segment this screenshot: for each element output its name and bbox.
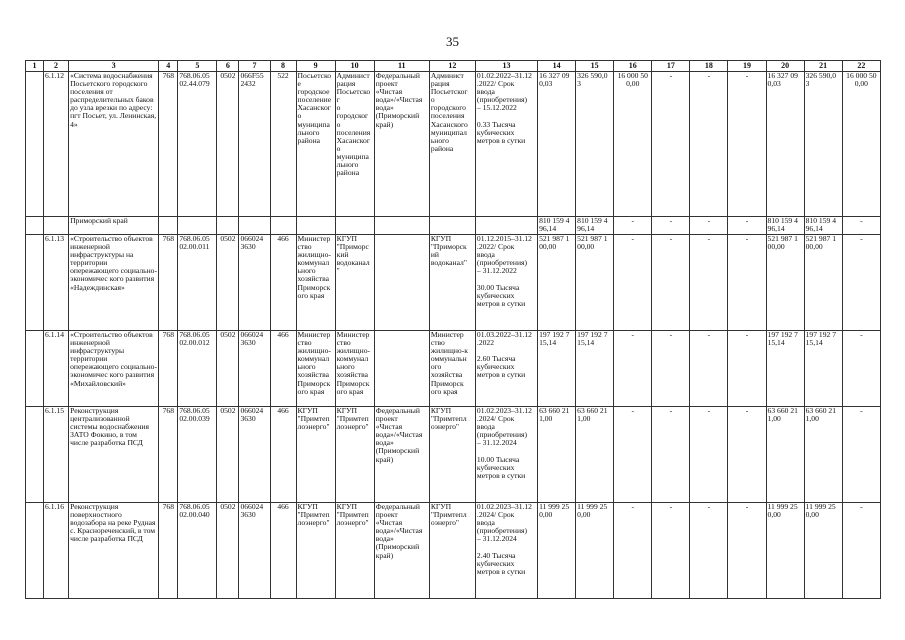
- cell-col-7: 066024 3630: [239, 407, 270, 503]
- cell-col-8: 466: [270, 235, 296, 331]
- cell-col-10: КГУП "Приморс кий водоканал ": [335, 235, 374, 331]
- cell-col-10: Админист рация Посьетског о городског о поселения Хасанског о муниципа льного района: [335, 72, 374, 217]
- cell-col-7: 066024 3630: [239, 235, 270, 331]
- cell-col-13: 01.02.2023–31.12 .2024/ Срок ввода (приобретения) – 31.12.2024 10.00 Тысяча кубических метров в сутки: [475, 407, 537, 503]
- budget-table: [25, 60, 881, 599]
- cell-col-8: 522: [270, 72, 296, 217]
- cell-col-18: -: [690, 407, 728, 503]
- column-header-13: 13: [475, 61, 537, 72]
- cell-col-5: 768.06.05 02.00.040: [178, 503, 217, 599]
- cell-col-12: КГУП "Приморск ий водоканал": [429, 235, 475, 331]
- cell-col-14: 16 327 09 0,03: [538, 72, 576, 217]
- cell-col-10: КГУП "Примтеп лоэнерго": [335, 503, 374, 599]
- cell-col-4: 768: [159, 407, 178, 503]
- cell-col-11: Федеральный проект «Чистая вода»/«Чистая вода» (Приморский край): [374, 503, 429, 599]
- column-header-6: 6: [217, 61, 239, 72]
- cell-col-11: [374, 217, 429, 235]
- cell-col-12: КГУП "Примтепл оэнерго": [429, 407, 475, 503]
- cell-col-13: 01.02.2022–31.12 .2022/ Срок ввода (приобретения) – 15.12.2022 0.33 Тысяча кубических метров в сутки: [475, 72, 537, 217]
- cell-col-1: [26, 235, 44, 331]
- cell-col-2: 6.1.14: [44, 331, 69, 407]
- column-header-2: 2: [44, 61, 69, 72]
- column-header-row: [26, 61, 881, 72]
- cell-col-13: [475, 217, 537, 235]
- cell-col-21: 63 660 21 1,00: [804, 407, 842, 503]
- cell-col-14: 810 159 4 96,14: [538, 217, 576, 235]
- cell-col-18: -: [690, 235, 728, 331]
- cell-col-16: -: [614, 217, 652, 235]
- cell-col-10: Министер ство жилищно- коммунал ьного хозяйства Приморск ого края: [335, 331, 374, 407]
- cell-col-2: 6.1.15: [44, 407, 69, 503]
- cell-col-11: Федеральный проект «Чистая вода»/«Чистая вода» (Приморский край): [374, 407, 429, 503]
- cell-col-5: 768.06.05 02.00.012: [178, 331, 217, 407]
- cell-col-3: Реконструкция поверхностного водозабора на реке Рудная с. Краснореченский, в том числе разработка ПСД: [69, 503, 159, 599]
- column-header-17: 17: [652, 61, 690, 72]
- column-header-8: 8: [270, 61, 296, 72]
- cell-col-15: 326 590,0 3: [576, 72, 614, 217]
- cell-col-5: [178, 217, 217, 235]
- column-header-18: 18: [690, 61, 728, 72]
- cell-col-4: 768: [159, 72, 178, 217]
- table-row: [26, 331, 881, 407]
- cell-col-14: 197 192 7 15,14: [538, 331, 576, 407]
- cell-col-16: -: [614, 503, 652, 599]
- cell-col-19: -: [728, 407, 766, 503]
- cell-col-17: -: [652, 503, 690, 599]
- cell-col-14: 521 987 1 00,00: [538, 235, 576, 331]
- cell-col-1: [26, 407, 44, 503]
- cell-col-12: [429, 217, 475, 235]
- cell-col-17: -: [652, 217, 690, 235]
- column-header-7: 7: [239, 61, 270, 72]
- cell-col-2: 6.1.12: [44, 72, 69, 217]
- cell-col-3: Реконструкция централизованной системы водоснабжения ЗАТО Фокино, в том числе разработка ПСД: [69, 407, 159, 503]
- cell-col-22: 16 000 50 0,00: [842, 72, 880, 217]
- cell-col-4: [159, 217, 178, 235]
- cell-col-21: 810 159 4 96,14: [804, 217, 842, 235]
- column-header-16: 16: [614, 61, 652, 72]
- cell-col-12: Министер ство жилищно-к оммунальн ого хозяйства Приморск ого края: [429, 331, 475, 407]
- cell-col-22: -: [842, 407, 880, 503]
- cell-col-22: -: [842, 331, 880, 407]
- cell-col-17: -: [652, 331, 690, 407]
- cell-col-18: -: [690, 503, 728, 599]
- column-header-22: 22: [842, 61, 880, 72]
- cell-col-15: 810 159 4 96,14: [576, 217, 614, 235]
- cell-col-16: -: [614, 407, 652, 503]
- cell-col-18: -: [690, 217, 728, 235]
- table-row: [26, 217, 881, 235]
- cell-col-6: 0502: [217, 72, 239, 217]
- cell-col-10: КГУП "Примтеп лоэнерго": [335, 407, 374, 503]
- cell-col-20: 521 987 1 00,00: [766, 235, 804, 331]
- column-header-11: 11: [374, 61, 429, 72]
- cell-col-21: 326 590,0 3: [804, 72, 842, 217]
- table-row: [26, 407, 881, 503]
- cell-col-7: 066024 3630: [239, 503, 270, 599]
- cell-col-3: «Строительство объектов инженерной инфраструктуры территории опережающего социально-экономичес кого развития «Михайловский»: [69, 331, 159, 407]
- cell-col-9: КГУП "Примтеп лоэнерго": [296, 503, 335, 599]
- cell-col-17: -: [652, 407, 690, 503]
- page-number: 35: [446, 34, 459, 49]
- column-header-10: 10: [335, 61, 374, 72]
- cell-col-2: [44, 217, 69, 235]
- cell-col-3: «Система водоснабжения Посьетского городского поселения от распределительных баков до узла врезки по адресу: пгт Посьет, ул. Ленинская, 4»: [69, 72, 159, 217]
- cell-col-11: [374, 235, 429, 331]
- cell-col-2: 6.1.13: [44, 235, 69, 331]
- cell-col-14: 11 999 25 0,00: [538, 503, 576, 599]
- cell-col-3: Приморский край: [69, 217, 159, 235]
- cell-col-9: [296, 217, 335, 235]
- column-header-9: 9: [296, 61, 335, 72]
- cell-col-20: 16 327 09 0,03: [766, 72, 804, 217]
- column-header-12: 12: [429, 61, 475, 72]
- cell-col-17: -: [652, 235, 690, 331]
- cell-col-20: 197 192 7 15,14: [766, 331, 804, 407]
- cell-col-9: Министер ство жилищно- коммунал ьного хозяйства Приморск ого края: [296, 331, 335, 407]
- cell-col-14: 63 660 21 1,00: [538, 407, 576, 503]
- column-header-21: 21: [804, 61, 842, 72]
- cell-col-22: -: [842, 217, 880, 235]
- table-row: [26, 235, 881, 331]
- column-header-3: 3: [69, 61, 159, 72]
- table-row: [26, 503, 881, 599]
- cell-col-1: [26, 331, 44, 407]
- cell-col-18: -: [690, 72, 728, 217]
- cell-col-18: -: [690, 331, 728, 407]
- column-header-5: 5: [178, 61, 217, 72]
- cell-col-15: 197 192 7 15,14: [576, 331, 614, 407]
- column-header-14: 14: [538, 61, 576, 72]
- cell-col-5: 768.06.05 02.44.079: [178, 72, 217, 217]
- column-header-1: 1: [26, 61, 44, 72]
- cell-col-13: 01.03.2022–31.12 .2022 2.60 Тысяча кубических метров в сутки: [475, 331, 537, 407]
- column-header-4: 4: [159, 61, 178, 72]
- cell-col-19: -: [728, 331, 766, 407]
- table-row: [26, 72, 881, 217]
- cell-col-22: -: [842, 235, 880, 331]
- cell-col-6: 0502: [217, 331, 239, 407]
- cell-col-4: 768: [159, 331, 178, 407]
- cell-col-4: 768: [159, 503, 178, 599]
- cell-col-8: 466: [270, 503, 296, 599]
- cell-col-6: 0502: [217, 407, 239, 503]
- cell-col-21: 11 999 25 0,00: [804, 503, 842, 599]
- cell-col-15: 521 987 1 00,00: [576, 235, 614, 331]
- cell-col-15: 11 999 25 0,00: [576, 503, 614, 599]
- column-header-19: 19: [728, 61, 766, 72]
- cell-col-7: [239, 217, 270, 235]
- cell-col-15: 63 660 21 1,00: [576, 407, 614, 503]
- cell-col-17: -: [652, 72, 690, 217]
- cell-col-9: Посьетско е городское поселение Хасанского муниципа льного района: [296, 72, 335, 217]
- cell-col-8: 466: [270, 331, 296, 407]
- cell-col-3: «Строительство объектов инженерной инфраструктуры на территории опережающего социально-экономичес кого развития «Надеждинская»: [69, 235, 159, 331]
- cell-col-16: 16 000 50 0,00: [614, 72, 652, 217]
- cell-col-16: -: [614, 331, 652, 407]
- cell-col-12: Админист рация Посьетског о городского поселения Хасанского муниципал ьного района: [429, 72, 475, 217]
- cell-col-11: [374, 331, 429, 407]
- cell-col-7: 066F55 2432: [239, 72, 270, 217]
- cell-col-20: 63 660 21 1,00: [766, 407, 804, 503]
- cell-col-5: 768.06.05 02.00.039: [178, 407, 217, 503]
- column-header-15: 15: [576, 61, 614, 72]
- cell-col-13: 01.12.2015–31.12 .2022/ Срок ввода (приобретения) – 31.12.2022 30.00 Тысяча кубических метров в сутки: [475, 235, 537, 331]
- cell-col-8: [270, 217, 296, 235]
- cell-col-9: Министер ство жилищно- коммунал ьного хозяйства Приморск ого края: [296, 235, 335, 331]
- cell-col-13: 01.02.2023–31.12 .2024/ Срок ввода (приобретения) – 31.12.2024 2.40 Тысяча кубических метров в сутки: [475, 503, 537, 599]
- cell-col-8: 466: [270, 407, 296, 503]
- cell-col-1: [26, 503, 44, 599]
- cell-col-7: 066024 3630: [239, 331, 270, 407]
- cell-col-6: 0502: [217, 503, 239, 599]
- cell-col-19: -: [728, 217, 766, 235]
- cell-col-5: 768.06.05 02.00.011: [178, 235, 217, 331]
- column-header-20: 20: [766, 61, 804, 72]
- cell-col-12: КГУП "Примтепл оэнерго": [429, 503, 475, 599]
- cell-col-19: -: [728, 503, 766, 599]
- cell-col-22: -: [842, 503, 880, 599]
- cell-col-1: [26, 217, 44, 235]
- cell-col-10: [335, 217, 374, 235]
- cell-col-6: 0502: [217, 235, 239, 331]
- cell-col-19: -: [728, 235, 766, 331]
- cell-col-1: [26, 72, 44, 217]
- cell-col-21: 521 987 1 00,00: [804, 235, 842, 331]
- cell-col-21: 197 192 7 15,14: [804, 331, 842, 407]
- cell-col-20: 810 159 4 96,14: [766, 217, 804, 235]
- cell-col-2: 6.1.16: [44, 503, 69, 599]
- cell-col-9: КГУП "Примтеп лоэнерго": [296, 407, 335, 503]
- cell-col-19: -: [728, 72, 766, 217]
- cell-col-4: 768: [159, 235, 178, 331]
- cell-col-16: -: [614, 235, 652, 331]
- cell-col-6: [217, 217, 239, 235]
- cell-col-20: 11 999 25 0,00: [766, 503, 804, 599]
- cell-col-11: Федеральный проект «Чистая вода»/«Чистая вода» (Приморский край): [374, 72, 429, 217]
